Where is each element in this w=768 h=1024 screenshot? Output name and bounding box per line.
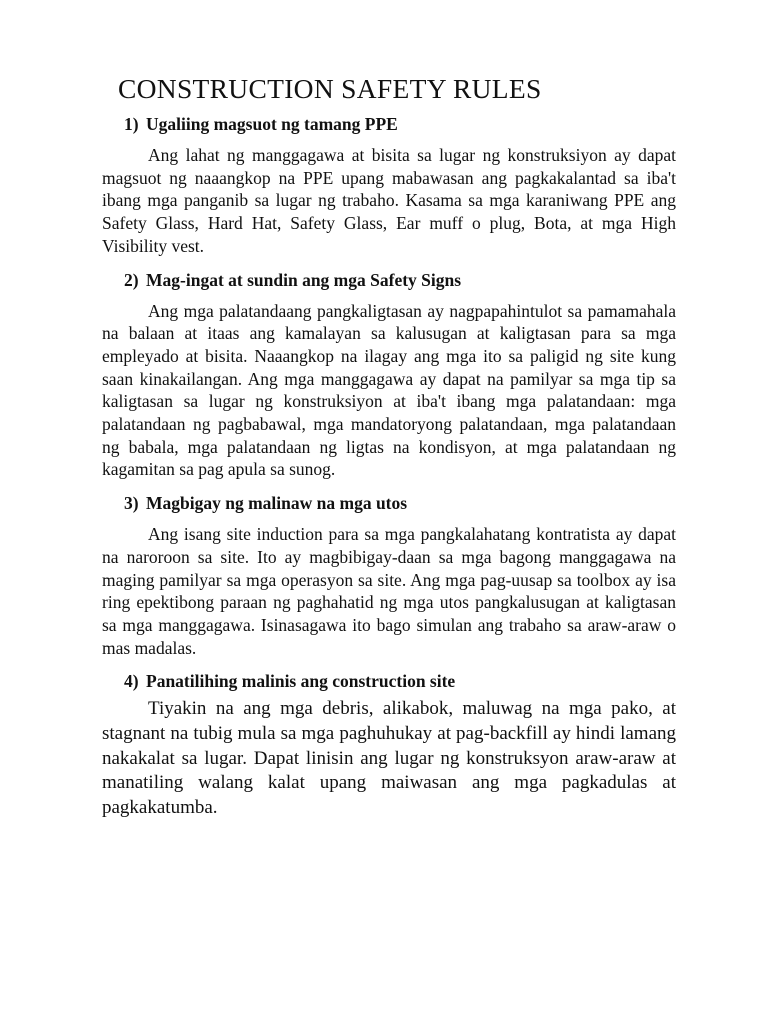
section-heading	[124, 268, 768, 292]
section-number: 3)	[124, 493, 139, 514]
section-heading	[124, 669, 768, 693]
section-1	[0, 112, 768, 258]
section-number: 4)	[124, 671, 139, 692]
section-heading-text: Magbigay ng malinaw na mga utos	[146, 493, 408, 514]
section-heading-text: Panatilihing malinis ang construction site	[146, 671, 456, 692]
section-body: Tiyakin na ang mga debris, alikabok, maluwag na mga pako, at stagnant na tubig mula sa mga paghuhukay at pag-backfill ay hindi lamang nakakalat sa lugar. Dapat linisin ang lugar ng konstruksyon araw-araw at manatiling walang kalat upang maiwasan ang mga pagkadulas at pagkakatumba.	[102, 698, 676, 818]
section-heading-text: Mag-ingat at sundin ang mga Safety Signs	[146, 269, 462, 290]
section-2	[0, 268, 768, 482]
section-body: Ang mga palatandaang pangkaligtasan ay nagpapahintulot sa pamamahala na balaan at itaas ang kamalayan sa kalusugan at kaligtasan para sa mga empleyado at bisita. Naaangkop na ilagay ang mga ito sa paligid ng site kung saan kinakailangan. Ang mga manggagawa ay dapat na pamilyar sa mga tip sa kaligtasan sa lugar ng konstruksiyon at iba't ibang mga palatandaan: mga palatandaan ng pagbabawal, mga mandatoryong palatandaan, mga palatandaan ng babala, mga palatandaan ng ligtas na kondisyon, at mga palatandaan ng kagamitan sa pag apula sa sunog.	[102, 300, 676, 480]
section-4	[0, 669, 768, 820]
section-body: Ang isang site induction para sa mga pangkalahatang kontratista ay dapat na naroroon sa site. Ito ay magbibigay-daan sa mga bagong manggagawa na maging pamilyar sa mga operasyon sa site. Ang mga pag-uusap sa toolbox ay isa ring epektibong paraan ng paghahatid ng mga utos pangkalusugan at kaligtasan sa mga manggagawa. Isinasagawa ito bago simulan ang trabaho sa araw-araw o mas madalas.	[102, 524, 676, 658]
section-3	[0, 491, 768, 659]
section-heading-text: Ugaliing magsuot ng tamang PPE	[146, 114, 398, 134]
section-heading	[124, 112, 768, 136]
page-title: CONSTRUCTION SAFETY RULES	[118, 73, 542, 104]
section-number: 1)	[124, 114, 139, 134]
section-number: 2)	[124, 269, 139, 290]
section-body: Ang lahat ng manggagawa at bisita sa lugar ng konstruksiyon ay dapat magsuot ng naaangkop na PPE upang mabawasan ang pagkakalantad sa iba't ibang mga panganib sa lugar ng trabaho. Kasama sa mga karaniwang PPE ang Safety Glass, Hard Hat, Safety Glass, Ear muff o plug, Bota, at mga High Visibility vest.	[102, 145, 676, 256]
section-heading	[124, 491, 768, 515]
